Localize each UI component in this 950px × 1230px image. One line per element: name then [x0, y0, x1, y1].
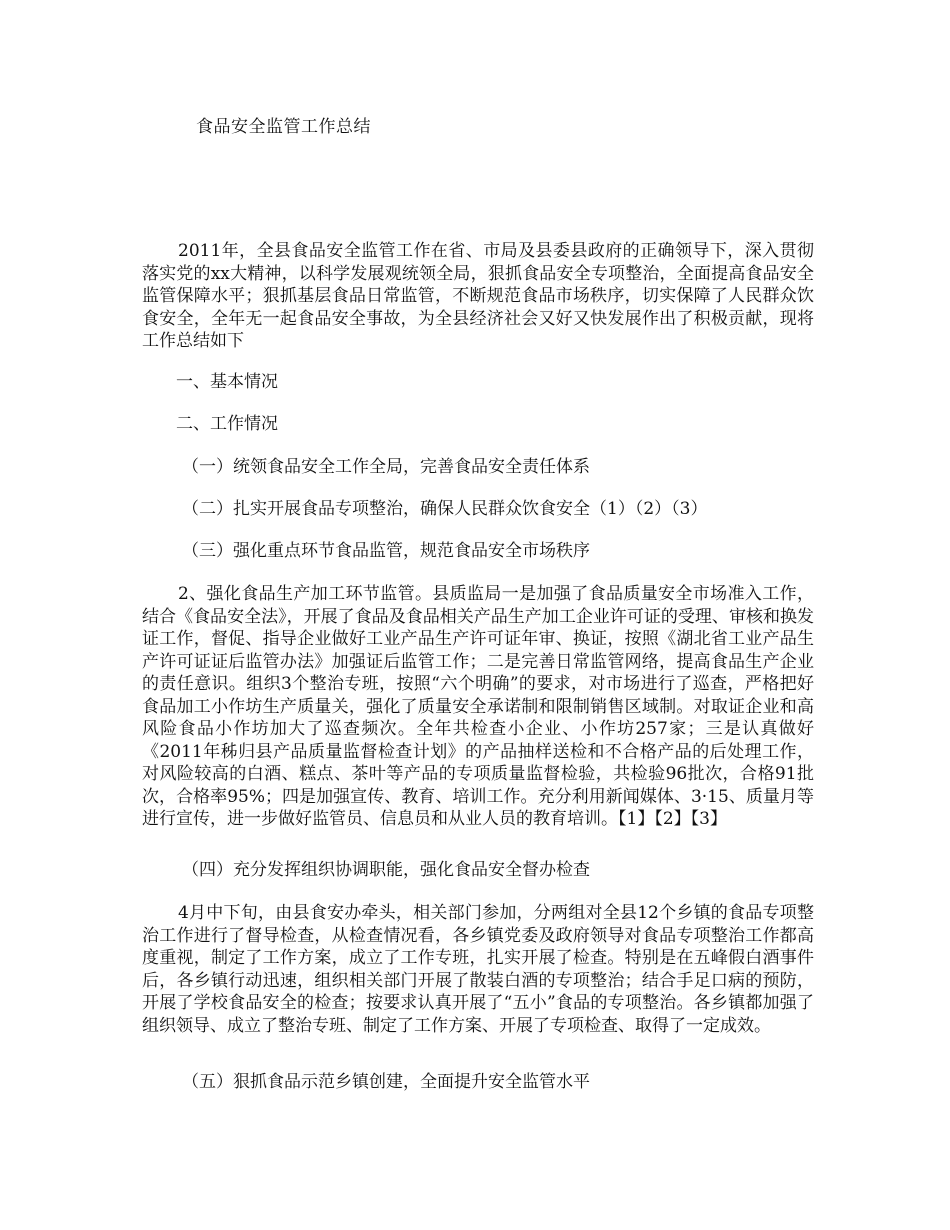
inspection-paragraph: 4月中下旬，由县食安办牵头，相关部门参加，分两组对全县12个乡镇的食品专项整治工作进行了督导检查，从检查情况看，各乡镇党委及政府领导对食品专项整治工作都高度重视，制定了工作方案，成立了工作专班，扎实开展了检查。特别是在五峰假白酒事件后，各乡镇行动迅速，组织相关部门开展了散装白酒的专项整治；结合手足口病的预防，开展了学校食品安全的检查；按要求认真开展了“五小”食品的专项整治。各乡镇都加强了组织领导、成立了整治专班、制定了工作方案、开展了专项检查、取得了一定成效。 — [142, 903, 814, 1036]
intro-paragraph: 2011年，全县食品安全监管工作在省、市局及县委县政府的正确领导下，深入贯彻落实党的xx大精神，以科学发展观统领全局，狠抓食品安全专项整治，全面提高食品安全监管保障水平；狠抓基层食品日常监管，不断规范食品市场秩序，切实保障了人民群众饮食安全，全年无一起食品安全事故，为全县经济社会又好又快发展作出了积极贡献，现将工作总结如下 — [142, 241, 814, 351]
document-title: 食品安全监管工作总结 — [196, 117, 371, 137]
subsection-heading-5: （五）狠抓食品示范乡镇创建，全面提升安全监管水平 — [182, 1072, 590, 1092]
subsection-heading-1: （一）统领食品安全工作全局，完善食品安全责任体系 — [182, 457, 590, 477]
section-heading-basic: 一、基本情况 — [176, 372, 278, 392]
subsection-heading-2: （二）扎实开展食品专项整治，确保人民群众饮食安全（1）（2）（3） — [182, 499, 708, 519]
subsection-heading-3: （三）强化重点环节食品监管，规范食品安全市场秩序 — [182, 541, 590, 561]
section-heading-work: 二、工作情况 — [176, 414, 278, 434]
production-paragraph: 2、强化食品生产加工环节监管。县质监局一是加强了食品质量安全市场准入工作，结合《食品安全法》，开展了食品及食品相关产品生产加工企业许可证的受理、审核和换发证工作，督促、指导企业做好工业产品生产许可证年审、换证，按照《湖北省工业产品生产许可证证后监管办法》加强证后监管工作；二是完善日常监管网络，提高食品生产企业的责任意识。组织3个整治专班，按照“六个明确”的要求，对市场进行了巡查，严格把好食品加工小作坊生产质量关，强化了质量安全承诺制和限制销售区域制。对取证企业和高风险食品小作坊加大了巡查频次。全年共检查小企业、小作坊257家；三是认真做好《2011年秭归县产品质量监督检查计划》的产品抽样送检和不合格产品的后处理工作，对风险较高的白酒、糕点、茶叶等产品的专项质量监督检验，共检验96批次，合格91批次，合格率95%；四是加强宣传、教育、培训工作。充分利用新闻媒体、3·15、质量月等进行宣传，进一步做好监管员、信息员和从业人员的教育培训。【1】【2】【3】 — [142, 584, 814, 829]
subsection-heading-4: （四）充分发挥组织协调职能，强化食品安全督办检查 — [182, 860, 590, 880]
